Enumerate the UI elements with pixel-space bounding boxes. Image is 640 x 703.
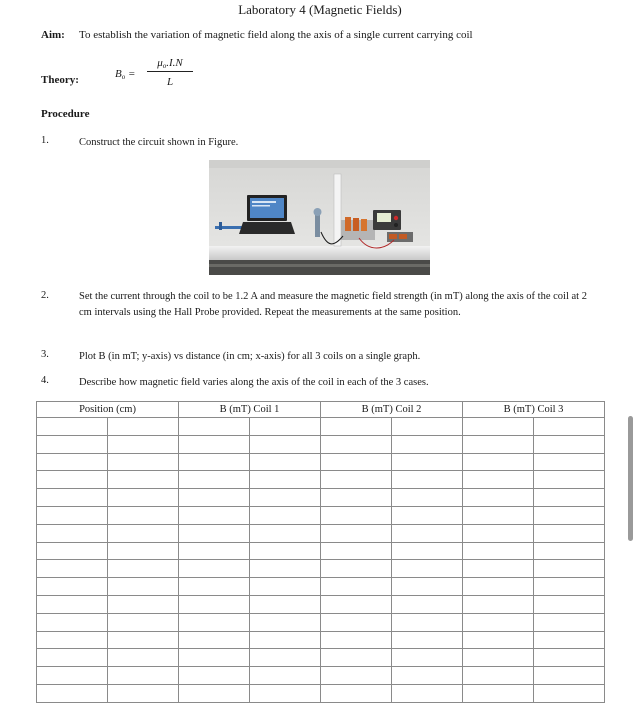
table-cell (179, 578, 250, 596)
table-cell (321, 595, 392, 613)
formula-numerator: $\mu_o.I.N$ (147, 57, 193, 72)
table-cell (392, 578, 463, 596)
table-cell (37, 542, 108, 560)
table-cell (534, 649, 605, 667)
table-cell (463, 418, 534, 436)
table-cell (37, 435, 108, 453)
table-row (37, 453, 605, 471)
table-cell (321, 560, 392, 578)
step-number: 4. (41, 375, 49, 386)
table-cell (250, 435, 321, 453)
table-cell (179, 560, 250, 578)
table-cell (463, 667, 534, 685)
table-cell (463, 542, 534, 560)
table-cell (392, 649, 463, 667)
step-text: Plot B (in mT; y-axis) vs distance (in cm; x-axis) for all 3 coils on a single graph. (79, 351, 421, 362)
table-cell (250, 524, 321, 542)
table-row (37, 595, 605, 613)
table-cell (37, 560, 108, 578)
table-cell (108, 453, 179, 471)
table-cell (463, 649, 534, 667)
table-cell (392, 489, 463, 507)
table-row (37, 506, 605, 524)
table-cell (321, 506, 392, 524)
table-cell (321, 453, 392, 471)
table-cell (392, 435, 463, 453)
table-cell (392, 595, 463, 613)
table-cell (108, 435, 179, 453)
table-cell (250, 542, 321, 560)
table-cell (179, 649, 250, 667)
table-cell (392, 453, 463, 471)
table-row (37, 471, 605, 489)
table-cell (534, 667, 605, 685)
table-cell (463, 435, 534, 453)
table-cell (392, 471, 463, 489)
table-cell (108, 631, 179, 649)
table-cell (463, 471, 534, 489)
table-row (37, 524, 605, 542)
formula-denominator: L (166, 76, 174, 88)
table-cell (534, 418, 605, 436)
table-cell (392, 631, 463, 649)
table-cell (108, 489, 179, 507)
table-cell (108, 613, 179, 631)
table-cell (179, 613, 250, 631)
step-text: Set the current through the coil to be 1.2 A and measure the magnetic field strength (in mT) along the axis of the coil at 2 cm intervals using the Hall Probe provided. Repeat the measurements at the same position. (79, 291, 587, 318)
table-cell (108, 649, 179, 667)
table-cell (250, 471, 321, 489)
table-cell (534, 435, 605, 453)
table-cell (108, 506, 179, 524)
table-row (37, 631, 605, 649)
table-cell (321, 613, 392, 631)
table-cell (392, 613, 463, 631)
table-cell (179, 435, 250, 453)
table-cell (321, 542, 392, 560)
table-cell (463, 506, 534, 524)
table-cell (108, 578, 179, 596)
table-cell (179, 506, 250, 524)
step-number: 3. (41, 349, 49, 360)
table-cell (463, 578, 534, 596)
table-cell (534, 595, 605, 613)
table-cell (179, 453, 250, 471)
column-header: B (mT) Coil 1 (179, 402, 321, 418)
table-cell (392, 560, 463, 578)
table-cell (534, 631, 605, 649)
table-row (37, 649, 605, 667)
column-header: Position (cm) (37, 402, 179, 418)
theory-label: Theory: (41, 74, 79, 86)
table-cell (108, 595, 179, 613)
table-cell (321, 524, 392, 542)
table-cell (321, 649, 392, 667)
table-cell (250, 489, 321, 507)
table-cell (179, 471, 250, 489)
table-cell (37, 524, 108, 542)
column-header: B (mT) Coil 2 (321, 402, 463, 418)
aim-label: Aim: (41, 29, 65, 41)
table-cell (463, 524, 534, 542)
table-cell (463, 613, 534, 631)
table-cell (37, 667, 108, 685)
table-cell (108, 418, 179, 436)
table-cell (463, 453, 534, 471)
step-text: Construct the circuit shown in Figure. (79, 137, 239, 148)
table-cell (463, 631, 534, 649)
formula-lhs: $B_o$ = (115, 68, 136, 81)
table-cell (534, 542, 605, 560)
table-cell (534, 506, 605, 524)
formula-fraction (147, 57, 193, 88)
data-table (36, 401, 605, 703)
table-cell (250, 506, 321, 524)
table-row (37, 667, 605, 685)
table-cell (250, 453, 321, 471)
table-cell (463, 489, 534, 507)
table-cell (321, 418, 392, 436)
step-number: 2. (41, 290, 49, 301)
table-cell (250, 649, 321, 667)
table-cell (392, 524, 463, 542)
step-number: 1. (41, 135, 49, 146)
table-cell (250, 418, 321, 436)
table-cell (250, 631, 321, 649)
table-cell (179, 524, 250, 542)
table-cell (37, 631, 108, 649)
table-cell (321, 435, 392, 453)
table-cell (179, 667, 250, 685)
table-cell (179, 489, 250, 507)
table-cell (534, 471, 605, 489)
table-cell (321, 631, 392, 649)
table-cell (37, 578, 108, 596)
table-cell (250, 560, 321, 578)
table-cell (37, 613, 108, 631)
table-cell (534, 524, 605, 542)
table-cell (250, 595, 321, 613)
aim-text: To establish the variation of magnetic field along the axis of a single current carrying coil (79, 29, 473, 41)
table-cell (37, 649, 108, 667)
table-cell (179, 595, 250, 613)
table-cell (534, 453, 605, 471)
table-cell (108, 560, 179, 578)
table-cell (534, 560, 605, 578)
table-cell (108, 471, 179, 489)
table-cell (179, 631, 250, 649)
table-cell (250, 578, 321, 596)
table-cell (37, 453, 108, 471)
table-cell (321, 489, 392, 507)
table-cell (37, 489, 108, 507)
table-cell (250, 667, 321, 685)
table-cell (392, 542, 463, 560)
table-cell (392, 506, 463, 524)
table-row (37, 489, 605, 507)
table-row (37, 542, 605, 560)
table-cell (321, 667, 392, 685)
table-cell (321, 578, 392, 596)
table-cell (250, 613, 321, 631)
table-row (37, 418, 605, 436)
table-cell (108, 542, 179, 560)
table-cell (37, 418, 108, 436)
table-cell (392, 667, 463, 685)
table-row (37, 560, 605, 578)
table-cell (534, 578, 605, 596)
step-text: Describe how magnetic field varies along the axis of the coil in each of the 3 cases. (79, 377, 429, 388)
table-header-row (37, 402, 605, 418)
table-cell (37, 595, 108, 613)
table-cell (37, 506, 108, 524)
table-cell (534, 613, 605, 631)
apparatus-photo (209, 160, 430, 275)
column-header: B (mT) Coil 3 (463, 402, 605, 418)
table-cell (108, 524, 179, 542)
table-cell (179, 542, 250, 560)
table-cell (463, 560, 534, 578)
page-title: Laboratory 4 (Magnetic Fields) (238, 2, 402, 17)
table-cell (37, 471, 108, 489)
scrollbar-thumb[interactable] (628, 416, 633, 541)
table-cell (179, 418, 250, 436)
procedure-heading: Procedure (41, 108, 90, 120)
table-cell (321, 471, 392, 489)
table-row (37, 578, 605, 596)
table-cell (534, 489, 605, 507)
table-row (37, 435, 605, 453)
table-cell (392, 418, 463, 436)
table-row (37, 613, 605, 631)
table-cell (463, 595, 534, 613)
table-cell (108, 667, 179, 685)
